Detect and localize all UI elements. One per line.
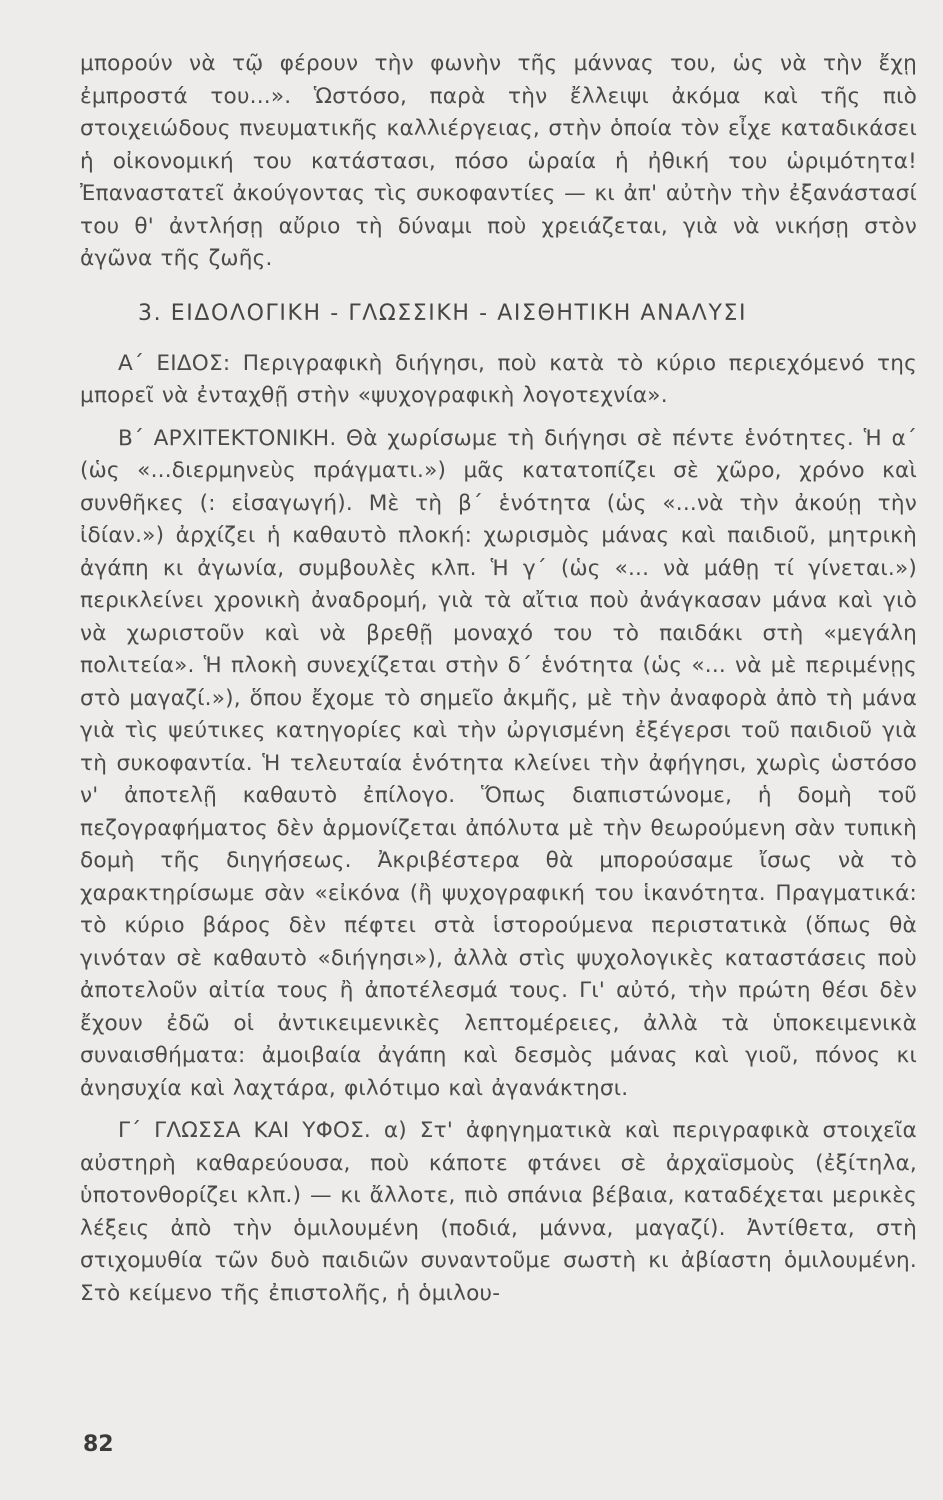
paragraph-continuation: μπορούν νὰ τῷ φέρουν τὴν φωνὴν τῆς μάννας του, ὡς νὰ τὴν ἔχῃ ἐμπροστά του...». Ὡστόσο, παρὰ τὴν ἔλλειψι ἀκόμα καὶ τῆς πιὸ στοιχειώδους πνευματικῆς καλλιέργειας, στὴν ὁποία τὸν εἶχε καταδικάσει ἡ οἰκονομική του κατάστασι, πόσο ὡραία ἡ ἠθική του ὡριμότητα! Ἐπαναστατεῖ ἀκούγοντας τὶς συκοφαντίες — κι ἀπ' αὐτὴν τὴν ἐξανάστασί του θ' ἀντλήσῃ αὔριο τὴ δύναμι ποὺ χρειάζεται, γιὰ νὰ νικήσῃ στὸν ἀγῶνα τῆς ζωῆς. [80, 51, 917, 271]
paragraph-glossa-yfos: Γ΄ ΓΛΩΣΣΑ ΚΑΙ ΥΦΟΣ. α) Στ' ἀφηγηματικὰ καὶ περιγραφικὰ στοιχεῖα αὐστηρὴ καθαρεύουσα, ποὺ κάποτε φτάνει σὲ ἀρχαϊσμοὺς (ἐξίτηλα, ὑποτονθορίζει κλπ.) — κι ἄλλοτε, πιὸ σπάνια βέβαια, καταδέχεται μερικὲς λέξεις ἀπὸ τὴν ὁμιλουμένη (ποδιά, μάννα, μαγαζί). Ἀντίθετα, στὴ στιχομυθία τῶν δυὸ παιδιῶν συναντοῦμε σωστὴ κι ἀβίαστη ὁμιλουμένη. Στὸ κείμενο τῆς ἐπιστολῆς, ἡ ὁμιλου- [80, 1118, 917, 1306]
paragraph-architektoniki: Β΄ ΑΡΧΙΤΕΚΤΟΝΙΚΗ. Θὰ χωρίσωμε τὴ διήγησι σὲ πέντε ἑνότητες. Ἡ α΄ (ὡς «...διερμηνεὺς πράγματι.») μᾶς κατατοπίζει σὲ χῶρο, χρόνο καὶ συνθῆκες (: εἰσαγωγή). Μὲ τὴ β΄ ἑνότητα (ὡς «...νὰ τὴν ἀκούῃ τὴν ἰδίαν.») ἀρχίζει ἡ καθαυτὸ πλοκή: χωρισμὸς μάνας καὶ παιδιοῦ, μητρικὴ ἀγάπη κι ἀγωνία, συμβουλὲς κλπ. Ἡ γ΄ (ὡς «... νὰ μάθῃ τί γίνεται.») περικλείνει χρονικὴ ἀναδρομή, γιὰ τὰ αἴτια ποὺ ἀνάγκασαν μάνα καὶ γιὸ νὰ χωριστοῦν καὶ νὰ βρεθῇ μοναχό του τὸ παιδάκι στὴ «μεγάλη πολιτεία». Ἡ πλοκὴ συνεχίζεται στὴν δ΄ ἑνότητα (ὡς «... νὰ μὲ περιμένῃς στὸ μαγαζί.»), ὅπου ἔχομε τὸ σημεῖο ἀκμῆς, μὲ τὴν ἀναφορὰ ἀπὸ τὴ μάνα γιὰ τὶς ψεύτικες κατηγορίες καὶ τὴν ὠργισμένη ἐξέγερσι τοῦ παιδιοῦ γιὰ τὴ συκοφαντία. Ἡ τελευταία ἑνότητα κλείνει τὴν ἀφήγησι, χωρὶς ὡστόσο ν' ἀποτελῇ καθαυτὸ ἐπίλογο. Ὅπως διαπιστώνομε, ἡ δομὴ τοῦ πεζογραφήματος δὲν ἁρμονίζεται ἀπόλυτα μὲ τὴν θεωρούμενη σὰν τυπικὴ δομὴ τῆς διηγήσεως. Ἀκριβέστερα θὰ μπορούσαμε ἴσως νὰ τὸ χαρακτηρίσωμε σὰν «εἰκόνα (ἢ ψυχογραφική του ἱκανότητα. Πραγματικά: τὸ κύριο βάρος δὲν πέφτει στὰ ἱστορούμενα περιστατικὰ (ὅπως θὰ γινόταν σὲ καθαυτὸ «διήγησι»), ἀλλὰ στὶς ψυχολογικὲς καταστάσεις ποὺ ἀποτελοῦν αἰτία τους ἢ ἀποτέλεσμά τους. Γι' αὐτό, τὴν πρώτη θέσι δὲν ἔχουν ἐδῶ οἱ ἀντικειμενικὲς λεπτομέρειες, ἀλλὰ τὰ ὑποκειμενικὰ συναισθήματα: ἀμοιβαία ἀγάπη καὶ δεσμὸς μάνας καὶ γιοῦ, πόνος κι ἀνησυχία καὶ λαχτάρα, φιλότιμο καὶ ἀγανάκτησι. [80, 425, 917, 1101]
section-heading: 3. ΕΙΔΟΛΟΓΙΚΗ - ΓΛΩΣΣΙΚΗ - ΑΙΣΘΗΤΙΚΗ ΑΝΑΛΥΣΙ [138, 300, 748, 326]
page-number: 82 [83, 1432, 114, 1457]
paragraph-eidos: Α΄ ΕΙΔΟΣ: Περιγραφικὴ διήγησι, ποὺ κατὰ τὸ κύριο περιεχόμενό της μπορεῖ νὰ ἐνταχθῇ στὴν «ψυχογραφικὴ λογοτεχνία». [80, 350, 917, 408]
page-body [80, 48, 917, 1310]
